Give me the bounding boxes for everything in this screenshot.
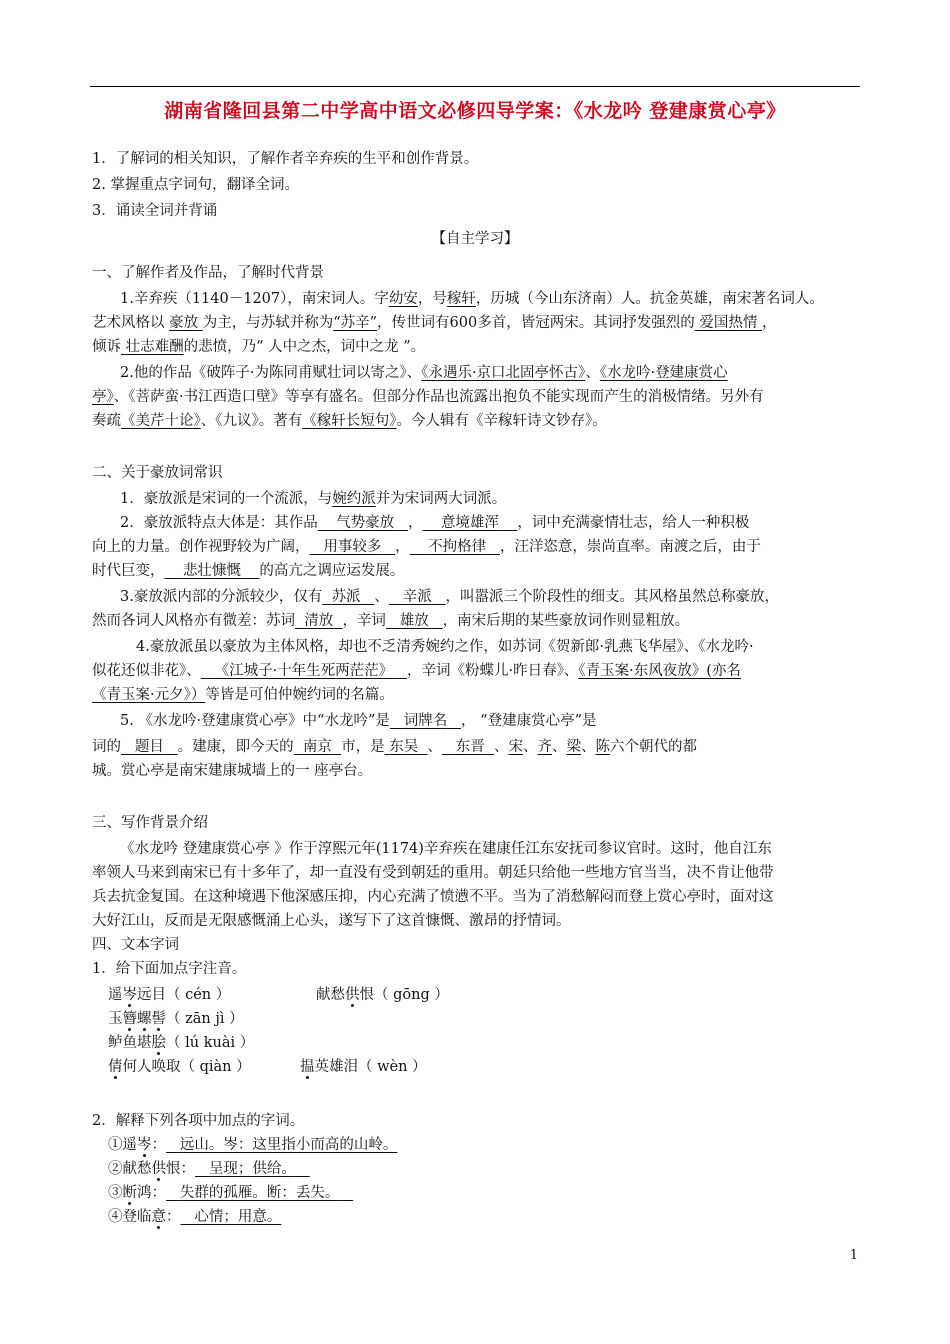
objective-3: 3．诵读全词并背诵 — [92, 203, 218, 219]
section-4-heading: 四、文本字词 — [92, 937, 179, 953]
s2-line-2: 2．豪放派特点大体是：其作品 气势豪放 ， 意境雄浑 ，词中充满豪情壮志，给人一种积极 — [120, 515, 750, 531]
pinyin-item-2: 献愁供恨（ gōng ） — [316, 987, 449, 1003]
s1-line-3: 倾诉 壮志难酬的悲愤，乃“ 人中之杰，词中之龙 ”。 — [92, 339, 426, 355]
s2-line-8: 似花还似非花》、 《江城子·十年生死两茫茫》 ，辛词《粉蝶儿·昨日春》、《青玉案·东风夜放》(亦名 — [92, 663, 741, 679]
s3-line-2: 率领人马来到南宋已有十多年了，却一直没有受到朝廷的重用。朝廷只给他一些地方官当当，决不肯让他带 — [92, 865, 774, 881]
s2-line-12: 城。赏心亭是南宋建康城墙上的一 座亭台。 — [92, 763, 373, 779]
pinyin-item-6: 揾英雄泪（ wèn ） — [300, 1059, 427, 1075]
explain-item-4: ④登临意： 心情；用意。 — [108, 1209, 282, 1225]
page-number: 1 — [849, 1248, 858, 1263]
s2-line-10: 5. 《水龙吟·登建康赏心亭》中“水龙吟”是 词牌名 ， “登建康赏心亭”是 — [120, 713, 597, 729]
s1-line-1: 1.辛弃疾（1140－1207），南宋词人。字幼安，号稼轩，历城（今山东济南）人。抗金英雄，南宋著名词人。 — [120, 291, 824, 307]
pinyin-item-5: 倩何人唤取（ qiàn ） — [108, 1059, 251, 1075]
s2-line-5: 3.豪放派内部的分派较少，仅有 苏派 、 辛派 ，叫嚣派三个阶段性的细支。其风格虽然总称豪放， — [120, 589, 780, 605]
s4-question-2: 2．解释下列各项中加点的字词。 — [92, 1113, 305, 1129]
s2-line-3: 向上的力量。创作视野较为广阔， 用事较多 ， 不拘格律 ，汪洋恣意，崇尚直率。南渡之后，由于 — [92, 539, 761, 555]
explain-item-2: ②献愁供恨： 呈现；供给。 — [108, 1161, 296, 1177]
objective-1: 1．了解词的相关知识，了解作者辛弃疾的生平和创作背景。 — [92, 151, 479, 167]
s1-line-2: 艺术风格以 豪放 为主，与苏轼并称为“苏辛”，传世词有600多首，皆冠两宋。其词抒发强烈的 爱国热情 ， — [92, 315, 777, 331]
s4-question-1: 1．给下面加点字注音。 — [92, 961, 247, 977]
pinyin-item-1: 遥岑远目（ cén ） — [108, 987, 231, 1003]
s2-line-1: 1．豪放派是宋词的一个流派，与婉约派并为宋词两大词派。 — [120, 491, 507, 507]
section-label: 【自主学习】 — [431, 231, 519, 247]
s1-line-4: 2.他的作品《破阵子·为陈同甫赋壮词以寄之》、《永遇乐·京口北固亭怀古》、《水龙吟·登建康赏心 — [120, 365, 728, 381]
section-1-heading: 一、了解作者及作品，了解时代背景 — [92, 265, 324, 281]
explain-item-1: ①遥岑： 远山。岑：这里指小而高的山岭。 — [108, 1137, 398, 1153]
s3-line-4: 大好江山，反而是无限感慨涌上心头，遂写下了这首慷慨、激昂的抒情词。 — [92, 913, 571, 929]
document-title: 湖南省隆回县第二中学高中语文必修四导学案：《水龙吟 登建康赏心亭》 — [164, 100, 786, 122]
s2-line-11: 词的 题目 。建康，即今天的 南京 市，是 东吴 、 东晋 、宋、齐、梁、陈六个朝代的都 — [92, 739, 697, 755]
s3-line-3: 兵去抗金复国。在这种境遇下他深感压抑，内心充满了愤懑不平。当为了消愁解闷而登上赏心亭时，面对这 — [92, 889, 774, 905]
pinyin-item-4: 鲈鱼堪脍（ lú kuài ） — [108, 1035, 255, 1051]
s3-line-1: 《水龙吟 登建康赏心亭 》作于淳熙元年(1174)辛弃疾在建康任江东安抚司参议官时。这时，他自江东 — [120, 841, 772, 857]
section-2-heading: 二、关于豪放词常识 — [92, 465, 223, 481]
s2-line-7: 4.豪放派虽以豪放为主体风格，却也不乏清秀婉约之作，如苏词《贺新郎·乳燕飞华屋》、《水龙吟· — [136, 639, 754, 655]
pinyin-item-3: 玉簪螺髻（ zān jì ） — [108, 1011, 244, 1027]
s1-line-6: 奏疏《美芹十论》、《九议》。著有《稼轩长短句》。今人辑有《辛稼轩诗文钞存》。 — [92, 413, 607, 429]
top-rule — [90, 86, 860, 87]
s2-line-9: 《青玉案·元夕》）等皆是可伯仲婉约词的名篇。 — [92, 687, 394, 703]
s1-line-5: 亭》、《菩萨蛮·书江西造口壁》等享有盛名。但部分作品也流露出抱负不能实现而产生的消极情绪。另外有 — [92, 389, 764, 405]
s2-line-6: 然而各词人风格亦有微差：苏词 清放 ，辛词 雄放 ，南宋后期的某些豪放词作则显粗放。 — [92, 613, 690, 629]
objective-2: 2. 掌握重点字词句，翻译全词。 — [92, 177, 299, 193]
s2-line-4: 时代巨变， 悲壮慷慨 的高亢之调应运发展。 — [92, 563, 405, 579]
explain-item-3: ③断鸿： 失群的孤雁。断：丢失。 — [108, 1185, 340, 1201]
section-3-heading: 三、写作背景介绍 — [92, 815, 208, 831]
